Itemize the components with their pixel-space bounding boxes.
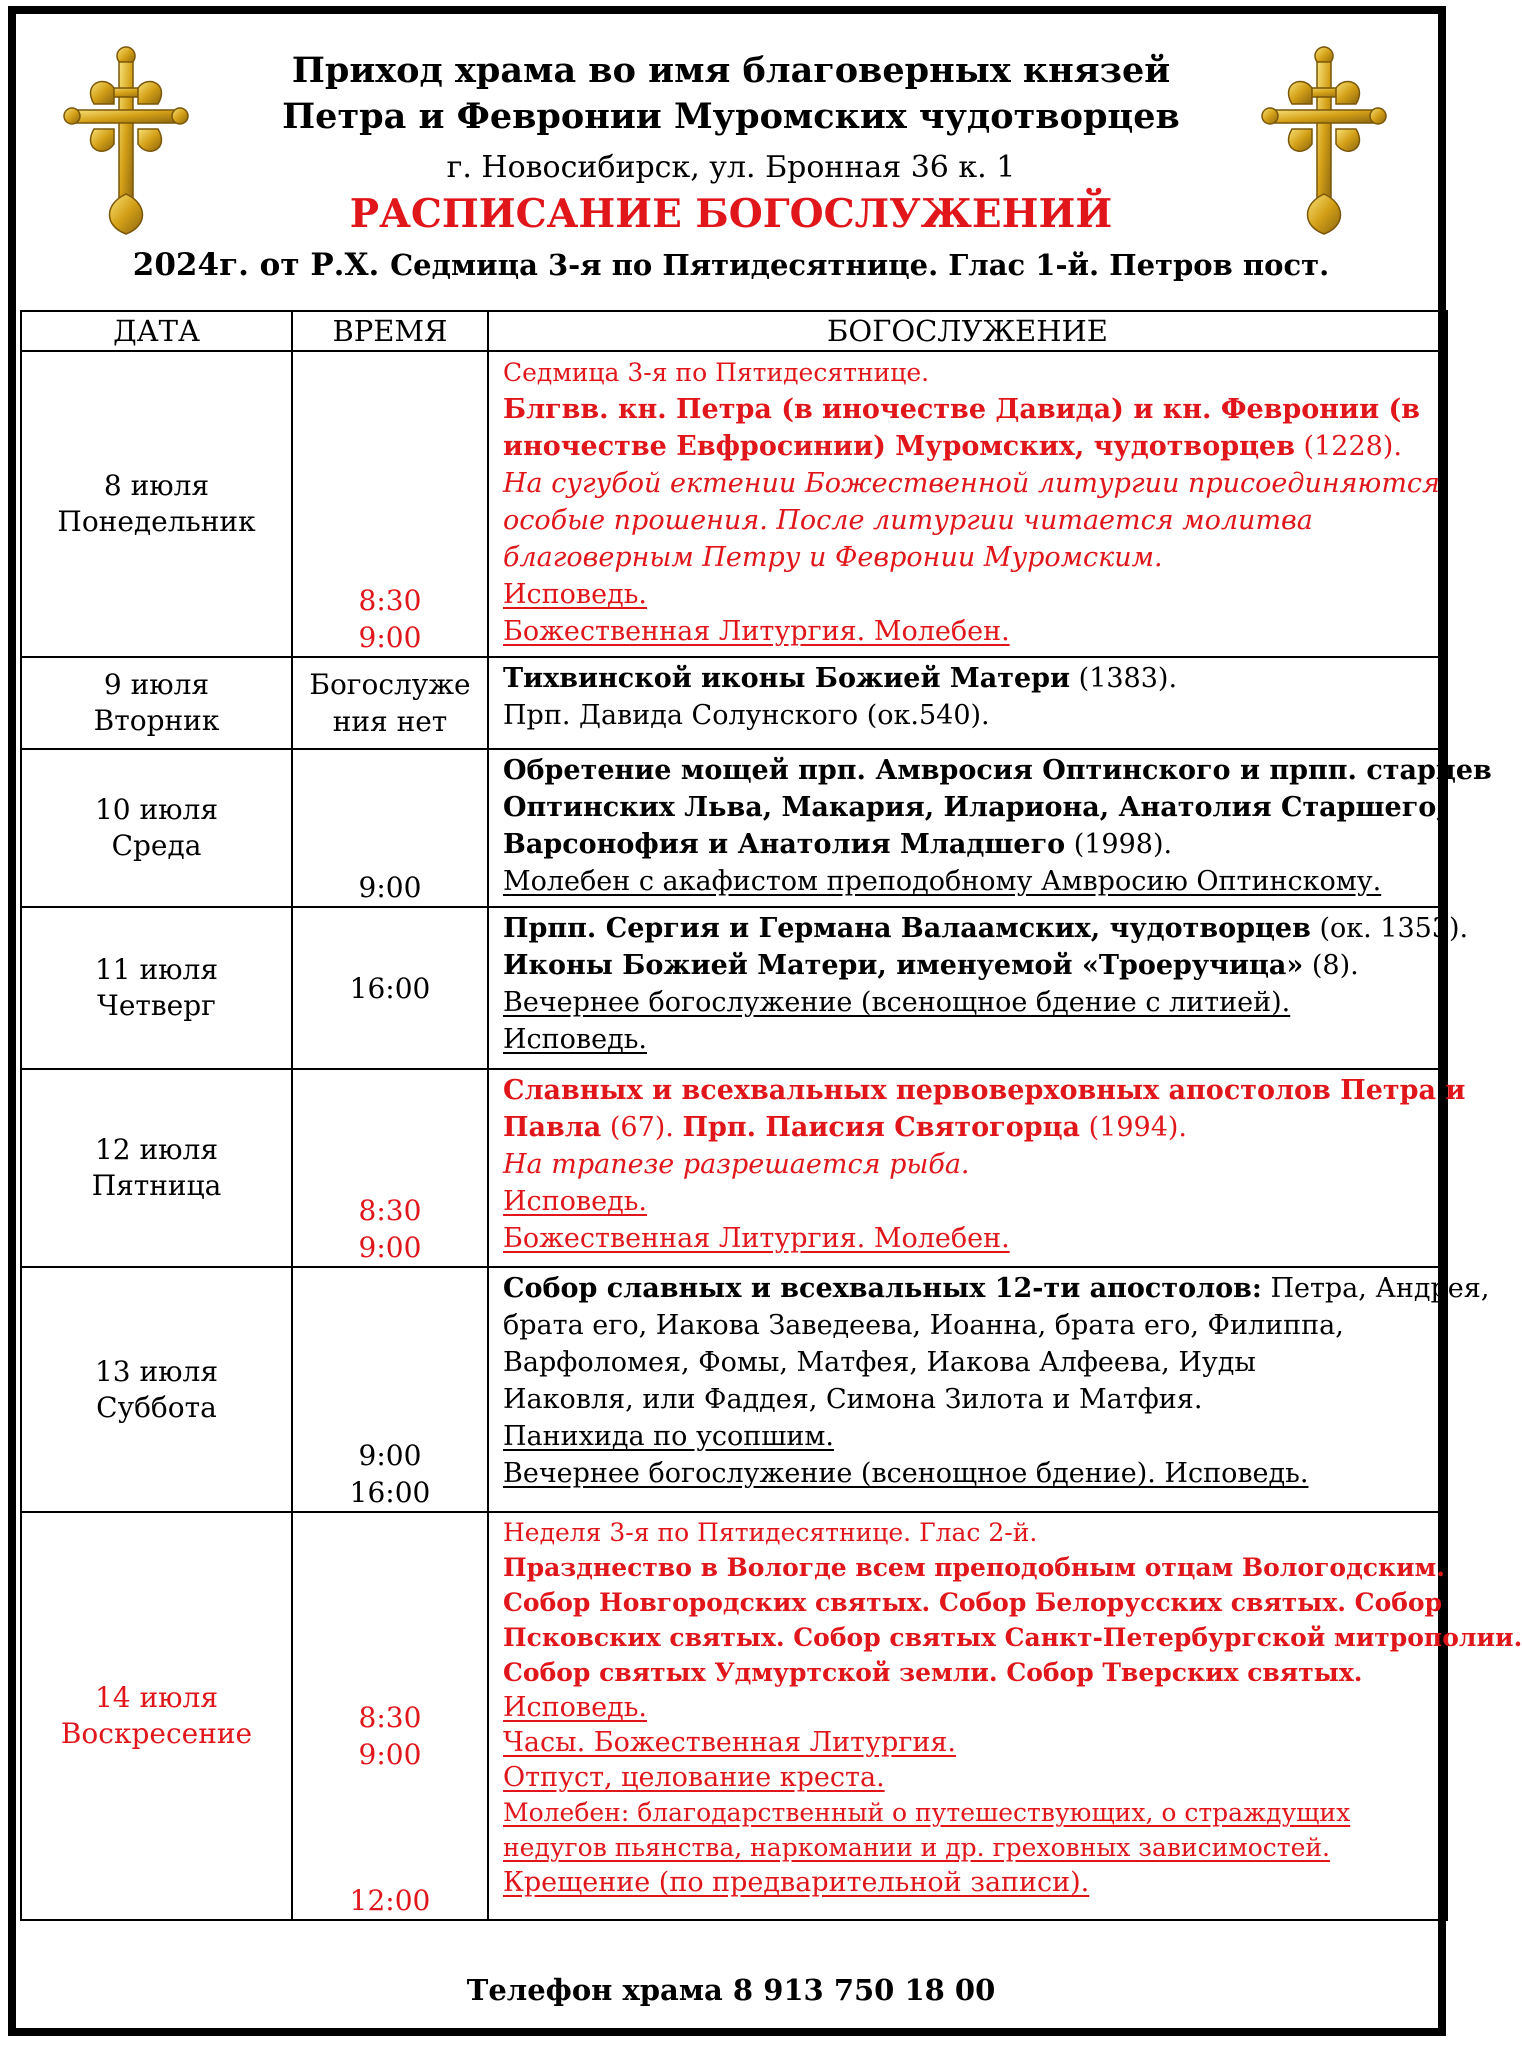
date-cell (21, 1267, 292, 1512)
date: 12 июля (94, 1133, 219, 1166)
service-cell (488, 351, 1447, 657)
parish-address: г. Новосибирск, ул. Бронная 36 к. 1 (446, 150, 1016, 185)
table-row (21, 1267, 1447, 1512)
service-line (503, 1270, 1490, 1307)
service-cell (488, 1267, 1490, 1512)
schedule-table (20, 310, 1522, 1921)
service-line: Исповедь. (503, 579, 648, 610)
service-line: Панихида по усопшим. (503, 1421, 834, 1452)
service-line: Исповедь. (503, 1024, 648, 1055)
feast-name: Иконы Божией Матери, именуемой «Троеручица» (503, 950, 1304, 981)
date: 10 июля (94, 793, 219, 826)
parish-name-line1: Приход храма во имя благоверных князей (291, 50, 1171, 91)
service-time: 16:00 (349, 971, 431, 1005)
service-line: Вечернее богослужение (всенощное бдение с литией). (503, 987, 1291, 1018)
time-cell (292, 1512, 488, 1920)
service-line: Часы. Божественная Литургия. (503, 1727, 956, 1758)
feast-name: Тихвинской иконы Божией Матери (503, 663, 1071, 694)
service-time: 16:00 (349, 1476, 431, 1509)
service-time: 8:30 (358, 1194, 422, 1227)
weekday: Пятница (91, 1169, 222, 1202)
column-header-date: ДАТА (21, 311, 292, 351)
date: 13 июля (94, 1354, 219, 1388)
feast-name: иночестве Евфросинии) Муромских, чудотворцев (503, 431, 1295, 462)
service-cell (488, 1069, 1466, 1267)
service-cell (488, 749, 1492, 907)
time-cell (292, 1267, 488, 1512)
service-line: Прп. Давида Солунского (ок.540). (503, 700, 990, 731)
feast-name: Прп. Паисия Святогорца (682, 1112, 1081, 1143)
service-line: Молебен: благодарственный о путешествующих, о страждущих (503, 1798, 1351, 1827)
service-line: Празднество в Вологде всем преподобным отцам Вологодским. (503, 1553, 1445, 1582)
table-row (21, 1512, 1447, 1920)
service-line (503, 1109, 1440, 1146)
feast-name: Собор славных и всехвальных 12-ти апостолов: (503, 1273, 1262, 1304)
date: 11 июля (94, 953, 219, 986)
service-line (503, 910, 1469, 947)
service-line: Божественная Литургия. Молебен. (503, 1223, 1010, 1254)
date-cell (21, 657, 292, 749)
service-time: ния нет (332, 705, 448, 738)
service-line: Оптинских Льва, Макария, Илариона, Анатолия Старшего, (503, 792, 1446, 823)
service-line (503, 947, 1440, 984)
time-cell (292, 351, 488, 657)
service-line: Иаковля, или Фаддея, Симона Зилота и Матфия. (503, 1384, 1203, 1415)
time-cell (292, 657, 488, 749)
service-line: Отпуст, целование креста. (503, 1762, 885, 1793)
date: 14 июля (94, 1681, 219, 1714)
service-time: 8:30 (358, 1701, 422, 1734)
service-time: 9:00 (358, 1231, 422, 1264)
service-time: 9:00 (358, 1439, 422, 1472)
service-time: 9:00 (358, 871, 422, 904)
service-line (503, 660, 1440, 697)
service-line: Крещение (по предварительной записи). (503, 1867, 1090, 1898)
date-cell (21, 1069, 292, 1267)
date: 9 июля (103, 668, 210, 701)
column-header-service: БОГОСЛУЖЕНИЕ (488, 311, 1447, 351)
service-line: Обретение мощей прп. Амвросия Оптинского и прпп. старцев (503, 755, 1492, 786)
service-line: Славных и всехвальных первоверховных апостолов Петра и (503, 1075, 1466, 1106)
date-cell (21, 1512, 292, 1920)
date-cell (21, 351, 292, 657)
service-line: Исповедь. (503, 1186, 648, 1217)
feast-name: Варсонофия и Анатолия Младшего (503, 829, 1066, 860)
service-line: Собор Новгородских святых. Собор Белорусских святых. Собор (503, 1588, 1443, 1617)
church-phone: Телефон храма 8 913 750 18 00 (466, 1973, 996, 2007)
table-row (21, 351, 1447, 657)
service-time: Богослуже (309, 668, 471, 701)
parish-name-line2: Петра и Февронии Муромских чудотворцев (282, 96, 1180, 137)
service-line: Седмица 3-я по Пятидесятнице. (503, 358, 930, 387)
service-line: особые прошения. После литургии читается молитва (503, 505, 1313, 536)
service-line: брата его, Иакова Заведеева, Иоанна, брата его, Филиппа, (503, 1310, 1344, 1341)
feast-year: (ок. 1353). (1310, 913, 1469, 944)
feast-year: (1383). (1070, 663, 1178, 694)
table-row (21, 657, 1447, 749)
service-cell (488, 907, 1469, 1069)
table-row (21, 749, 1447, 907)
service-cell (488, 657, 1447, 749)
service-line: Вечернее богослужение (всенощное бдение). Исповедь. (503, 1458, 1309, 1489)
date-cell (21, 749, 292, 907)
time-spacer (293, 1773, 487, 1882)
service-line: недугов пьянства, наркомании и др. греховных зависимостей. (503, 1833, 1330, 1862)
service-line: Божественная Литургия. Молебен. (503, 616, 1010, 647)
table-header-row (21, 311, 1447, 351)
date-cell (21, 907, 292, 1069)
weekday: Суббота (96, 1390, 217, 1424)
service-line: Собор святых Удмуртской земли. Собор Тверских святых. (503, 1658, 1363, 1687)
parish-name (0, 48, 1462, 140)
time-cell (292, 1069, 488, 1267)
schedule-title: РАСПИСАНИЕ БОГОСЛУЖЕНИЙ (349, 191, 1113, 237)
subtitle-week: Седмица 3-я по Пятидесятнице. Глас 1-й. Петров пост. (390, 248, 1330, 282)
weekday: Воскресение (60, 1717, 253, 1750)
service-line: благоверным Петру и Февронии Муромским. (503, 542, 1163, 573)
time-spacer (293, 1513, 487, 1699)
service-line: Псковских святых. Собор святых Санкт-Петербургской митрополии. (503, 1623, 1522, 1652)
service-time: 12:00 (349, 1884, 431, 1917)
weekday: Среда (111, 829, 202, 862)
service-time: 9:00 (358, 1738, 422, 1771)
feast-year: (8). (1303, 950, 1359, 981)
time-cell (292, 907, 488, 1069)
table-row (21, 1069, 1447, 1267)
service-line (503, 428, 1440, 465)
service-time: 9:00 (358, 621, 422, 654)
subtitle-year: 2024г. от Р.Х. (132, 247, 380, 283)
service-line: Блгвв. кн. Петра (в иночестве Давида) и кн. Февронии (в (503, 394, 1421, 425)
service-line: Молебен с акафистом преподобному Амвросию Оптинскому. (503, 866, 1382, 897)
service-time: 8:30 (358, 584, 422, 617)
service-line (503, 826, 1440, 863)
feast-year: (1228). (1294, 431, 1402, 462)
table-row (21, 907, 1447, 1069)
service-line: Варфоломея, Фомы, Матфея, Иакова Алфеева, Иуды (503, 1347, 1256, 1378)
service-line: Неделя 3-я по Пятидесятнице. Глас 2-й. (503, 1518, 1038, 1547)
feast-name: Прпп. Сергия и Германа Валаамских, чудотворцев (503, 913, 1311, 944)
service-line: На трапезе разрешается рыба. (503, 1149, 970, 1180)
weekday: Вторник (93, 704, 220, 737)
column-header-time: ВРЕМЯ (292, 311, 488, 351)
feast-name: Павла (503, 1112, 602, 1143)
date: 8 июля (103, 469, 210, 502)
feast-year: (67). (601, 1112, 683, 1143)
service-line: На сугубой ектении Божественной литургии присоединяются (503, 468, 1440, 499)
service-cell (488, 1512, 1522, 1920)
feast-year: (1998). (1065, 829, 1173, 860)
weekday: Понедельник (57, 505, 256, 538)
feast-saints: Петра, Андрея, (1261, 1273, 1490, 1304)
weekday: Четверг (97, 989, 216, 1022)
schedule-subtitle (0, 245, 1462, 285)
feast-year: (1994). (1080, 1112, 1187, 1143)
time-cell (292, 749, 488, 907)
service-line: Исповедь. (503, 1692, 648, 1723)
